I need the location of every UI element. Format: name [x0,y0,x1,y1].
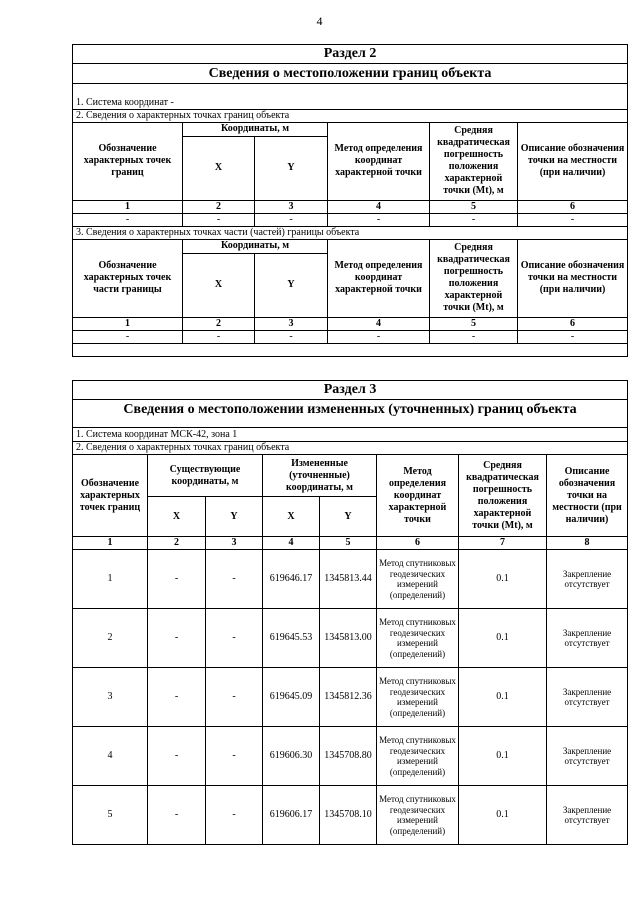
column-number: 8 [547,537,628,550]
section2-subtitle: Сведения о местоположении границ объекта [73,64,628,84]
accuracy-cell: 0.1 [459,609,547,668]
method-cell: Метод спутниковых геодезических измерений (определений) [377,786,459,845]
section2-subsection3-title: 3. Сведения о характерных точках части (частей) границы объекта [73,226,628,239]
description-cell: Закрепление отсутствует [547,786,628,845]
s3-header-existing-coords: Существующие координаты, м [148,455,263,497]
s3-header-x: X [263,497,320,537]
point-number: 3 [73,668,148,727]
point-number: 4 [73,727,148,786]
header-x: X [183,136,255,200]
column-number: 2 [183,200,255,213]
description-cell: Закрепление отсутствует [547,609,628,668]
column-number: 3 [255,317,328,330]
existing-y: - [206,550,263,609]
header-coordinates: Координаты, м [183,122,328,136]
empty-cell: - [73,330,183,343]
changed-x: 619645.53 [263,609,320,668]
s3-header-changed-coords: Измененные (уточненные) координаты, м [263,455,377,497]
column-number: 3 [255,200,328,213]
empty-cell: - [430,213,518,226]
empty-cell: - [430,330,518,343]
method-cell: Метод спутниковых геодезических измерений (определений) [377,727,459,786]
header-description-part: Описание обозначения точки на местности (при наличии) [518,239,628,317]
column-number: 4 [263,537,320,550]
section2-coord-system: 1. Система координат - [73,97,628,110]
header-accuracy: Средняя квадратическая погрешность положения характерной точки (Mt), м [430,122,518,200]
header-x-part: X [183,253,255,317]
table-row [73,550,628,609]
column-number: 5 [430,200,518,213]
existing-x: - [148,786,206,845]
s3-header-ex-y: Y [206,497,263,537]
empty-cell: - [518,213,628,226]
column-number: 6 [518,317,628,330]
existing-x: - [148,550,206,609]
changed-x: 619645.09 [263,668,320,727]
existing-y: - [206,786,263,845]
empty-cell: - [183,330,255,343]
existing-y: - [206,609,263,668]
column-number: 3 [206,537,263,550]
column-number: 4 [328,200,430,213]
header-y-part: Y [255,253,328,317]
column-number: 4 [328,317,430,330]
existing-y: - [206,727,263,786]
point-number: 5 [73,786,148,845]
section3-subsection2-title: 2. Сведения о характерных точках границ объекта [73,442,628,455]
s3-header-ex-x: X [148,497,206,537]
column-number: 1 [73,317,183,330]
existing-x: - [148,609,206,668]
accuracy-cell: 0.1 [459,668,547,727]
section3-title: Раздел 3 [73,381,628,400]
header-coordinates-part: Координаты, м [183,239,328,253]
changed-y: 1345812.36 [320,668,377,727]
description-cell: Закрепление отсутствует [547,727,628,786]
changed-x: 619646.17 [263,550,320,609]
changed-y: 1345813.44 [320,550,377,609]
section3-table [72,380,628,845]
existing-x: - [148,727,206,786]
changed-y: 1345708.10 [320,786,377,845]
header-method-part: Метод определения координат характерной точки [328,239,430,317]
changed-x: 619606.30 [263,727,320,786]
changed-y: 1345708.80 [320,727,377,786]
column-number: 6 [518,200,628,213]
header-y: Y [255,136,328,200]
empty-cell: - [73,213,183,226]
column-number: 5 [430,317,518,330]
s3-header-method: Метод определения координат характерной точки [377,455,459,537]
header-description: Описание обозначения точки на местности (при наличии) [518,122,628,200]
s3-header-accuracy: Средняя квадратическая погрешность положения характерной точки (Mt), м [459,455,547,537]
accuracy-cell: 0.1 [459,550,547,609]
accuracy-cell: 0.1 [459,786,547,845]
table-row [73,609,628,668]
table-row [73,727,628,786]
page-number: 4 [316,14,323,28]
header-method: Метод определения координат характерной точки [328,122,430,200]
method-cell: Метод спутниковых геодезических измерений (определений) [377,609,459,668]
method-cell: Метод спутниковых геодезических измерений (определений) [377,668,459,727]
description-cell: Закрепление отсутствует [547,550,628,609]
section2-table [72,44,628,357]
table-row [73,786,628,845]
empty-cell: - [328,330,430,343]
existing-x: - [148,668,206,727]
header-point-designation: Обозначение характерных точек границ [73,122,183,200]
empty-cell: - [518,330,628,343]
column-number: 1 [73,200,183,213]
empty-cell: - [183,213,255,226]
column-number: 1 [73,537,148,550]
changed-x: 619606.17 [263,786,320,845]
section3-subtitle: Сведения о местоположении измененных (уточненных) границ объекта [73,400,628,428]
table-row [73,668,628,727]
point-number: 2 [73,609,148,668]
empty-cell: - [255,330,328,343]
method-cell: Метод спутниковых геодезических измерений (определений) [377,550,459,609]
header-point-designation-part: Обозначение характерных точек части границы [73,239,183,317]
section2-subsection2-title: 2. Сведения о характерных точках границ объекта [73,109,628,122]
column-number: 7 [459,537,547,550]
section2-title: Раздел 2 [73,45,628,64]
column-number: 2 [148,537,206,550]
s3-header-point-designation: Обозначение характерных точек границ [73,455,148,537]
column-number: 2 [183,317,255,330]
s3-header-y: Y [320,497,377,537]
empty-cell: - [255,213,328,226]
header-accuracy-part: Средняя квадратическая погрешность положения характерной точки (Mt), м [430,239,518,317]
empty-cell: - [328,213,430,226]
section3-coord-system: 1. Система координат МСК-42, зона 1 [73,428,628,442]
accuracy-cell: 0.1 [459,727,547,786]
column-number: 5 [320,537,377,550]
changed-y: 1345813.00 [320,609,377,668]
description-cell: Закрепление отсутствует [547,668,628,727]
s3-header-description: Описание обозначения точки на местности (при наличии) [547,455,628,537]
existing-y: - [206,668,263,727]
point-number: 1 [73,550,148,609]
column-number: 6 [377,537,459,550]
